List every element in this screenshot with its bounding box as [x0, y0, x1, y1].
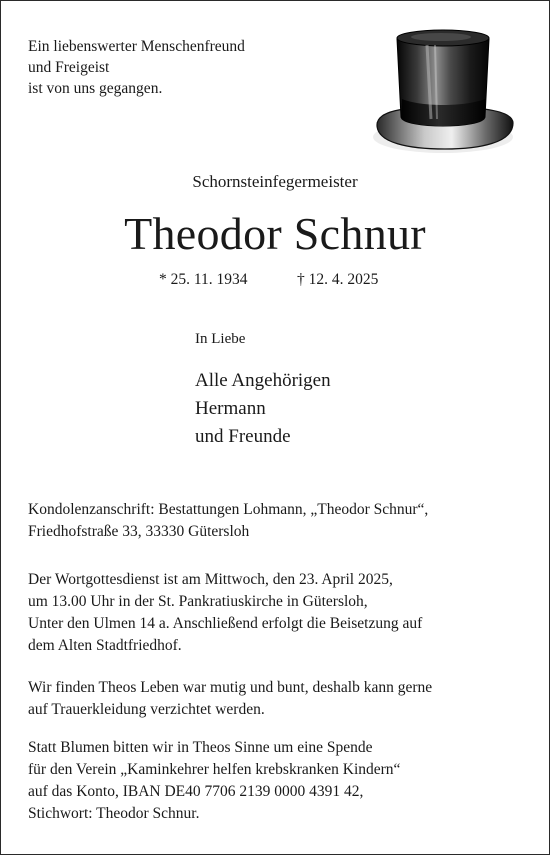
death-date: † 12. 4. 2025 [297, 271, 379, 288]
intro-line: und Freigeist [28, 59, 110, 76]
intro-line: Ein liebenswerter Menschenfreund [28, 38, 245, 55]
mourner-line: und Freunde [195, 426, 291, 447]
donation-line: für den Verein „Kaminkehrer helfen krebskranken Kindern“ [28, 761, 401, 778]
service-line: um 13.00 Uhr in der St. Pankratiuskirche in Gütersloh, [28, 593, 368, 610]
service-line: dem Alten Stadtfriedhof. [28, 637, 182, 654]
mourners-list [195, 367, 331, 451]
in-love-label: In Liebe [195, 331, 246, 347]
donation-line: auf das Konto, IBAN DE40 7706 2139 0000 4391 42, [28, 783, 364, 800]
donation-line: Stichwort: Theodor Schnur. [28, 805, 200, 822]
mourner-line: Hermann [195, 398, 266, 419]
service-line: Unter den Ulmen 14 a. Anschließend erfolgt die Beisetzung auf [28, 615, 423, 632]
attire-line: auf Trauerkleidung verzichtet werden. [28, 701, 265, 718]
attire-line: Wir finden Theos Leben war mutig und bunt, deshalb kann gerne [28, 679, 433, 696]
service-info [28, 569, 422, 657]
intro-line: ist von uns gegangen. [28, 80, 163, 97]
service-line: Der Wortgottesdienst ist am Mittwoch, den 23. April 2025, [28, 571, 393, 588]
condolence-line: Kondolenzanschrift: Bestattungen Lohmann, „Theodor Schnur“, [28, 501, 429, 518]
donation-request [28, 737, 400, 825]
occupation-title: Schornsteinfegermeister [192, 172, 358, 191]
birth-date: * 25. 11. 1934 [159, 271, 248, 288]
attire-note [28, 677, 432, 721]
mourner-line: Alle Angehörigen [195, 370, 331, 391]
intro-text [28, 36, 245, 99]
donation-line: Statt Blumen bitten wir in Theos Sinne um eine Spende [28, 739, 373, 756]
top-hat-icon [371, 19, 519, 159]
deceased-name: Theodor Schnur [124, 208, 426, 259]
condolence-line: Friedhofstraße 33, 33330 Gütersloh [28, 523, 250, 540]
condolence-address [28, 499, 428, 543]
